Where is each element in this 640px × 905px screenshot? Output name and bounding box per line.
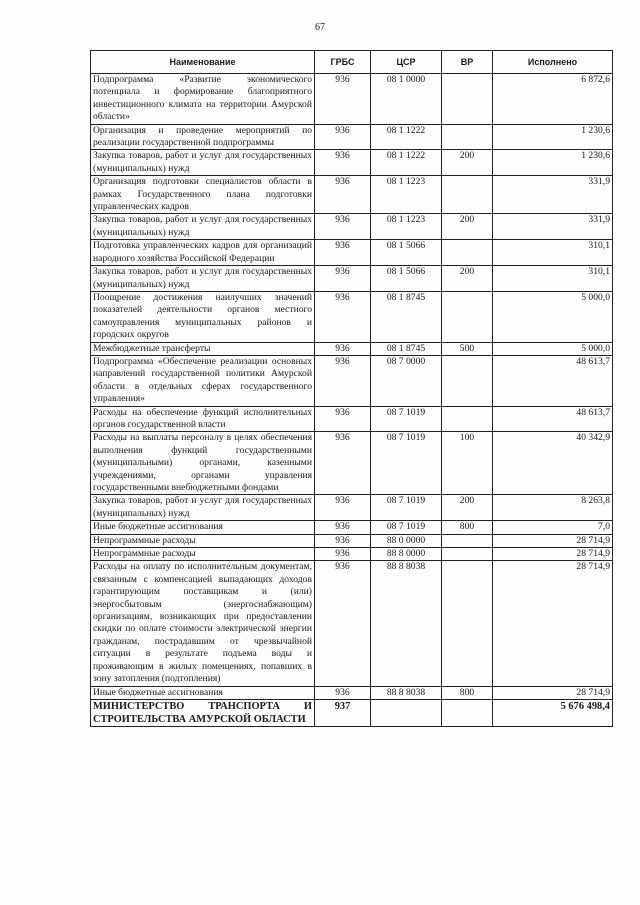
table-row <box>91 240 613 266</box>
cell-name: Расходы на выплаты персоналу в целях обеспечения выполнения функций государственными (муниципальными) органами, казенными учреждениями, органами управления государственными внебюджетными фондами <box>91 432 315 495</box>
cell-amount: 5 000,0 <box>493 342 613 355</box>
budget-table <box>90 50 613 727</box>
cell-vr <box>442 561 493 686</box>
cell-vr: 200 <box>442 150 493 176</box>
cell-amount: 331,9 <box>493 214 613 240</box>
cell-amount: 48 613,7 <box>493 406 613 432</box>
table-row <box>91 406 613 432</box>
cell-vr <box>442 548 493 561</box>
cell-name: Организация подготовки специалистов области в рамках Государственного плана подготовки управленческих кадров <box>91 176 315 214</box>
table-row <box>91 266 613 292</box>
cell-vr <box>442 74 493 125</box>
table-row <box>91 74 613 125</box>
cell-vr: 500 <box>442 342 493 355</box>
cell-name: Непрограммные расходы <box>91 534 315 547</box>
cell-csr: 08 7 1019 <box>371 521 442 534</box>
cell-grbs: 936 <box>315 150 371 176</box>
cell-grbs: 936 <box>315 291 371 342</box>
cell-amount: 1 230,6 <box>493 124 613 150</box>
cell-vr: 200 <box>442 495 493 521</box>
table-row <box>91 699 613 726</box>
cell-amount: 5 676 498,4 <box>493 699 613 726</box>
table-row <box>91 355 613 406</box>
cell-grbs: 936 <box>315 342 371 355</box>
header-csr: ЦСР <box>371 51 442 74</box>
cell-grbs: 936 <box>315 432 371 495</box>
cell-amount: 5 000,0 <box>493 291 613 342</box>
cell-grbs: 936 <box>315 266 371 292</box>
cell-amount: 310,1 <box>493 240 613 266</box>
cell-csr: 08 7 1019 <box>371 495 442 521</box>
cell-vr <box>442 355 493 406</box>
table-row <box>91 561 613 686</box>
cell-grbs: 936 <box>315 521 371 534</box>
table-row <box>91 150 613 176</box>
cell-csr: 88 8 8038 <box>371 686 442 699</box>
cell-grbs: 936 <box>315 534 371 547</box>
cell-csr: 08 1 5066 <box>371 240 442 266</box>
cell-vr <box>442 291 493 342</box>
cell-amount: 8 263,8 <box>493 495 613 521</box>
cell-csr: 08 1 1223 <box>371 214 442 240</box>
header-name: Наименование <box>91 51 315 74</box>
table-row <box>91 534 613 547</box>
cell-name: Иные бюджетные ассигнования <box>91 521 315 534</box>
cell-vr: 200 <box>442 266 493 292</box>
cell-csr: 08 1 1222 <box>371 150 442 176</box>
cell-grbs: 936 <box>315 686 371 699</box>
table-row <box>91 342 613 355</box>
cell-vr <box>442 406 493 432</box>
cell-csr: 08 1 8745 <box>371 291 442 342</box>
cell-amount: 310,1 <box>493 266 613 292</box>
cell-amount: 28 714,9 <box>493 534 613 547</box>
cell-csr: 88 8 8038 <box>371 561 442 686</box>
cell-vr <box>442 176 493 214</box>
cell-vr <box>442 240 493 266</box>
header-amount: Исполнено <box>493 51 613 74</box>
cell-grbs: 936 <box>315 561 371 686</box>
cell-name: Организация и проведение мероприятий по реализации государственной подпрограммы <box>91 124 315 150</box>
cell-name: Закупка товаров, работ и услуг для государственных (муниципальных) нужд <box>91 214 315 240</box>
cell-name: Подпрограмма «Обеспечение реализации основных направлений государственной политики Амурской области в отдельных сферах государственного управления» <box>91 355 315 406</box>
cell-name: Межбюджетные трансферты <box>91 342 315 355</box>
cell-grbs: 936 <box>315 74 371 125</box>
cell-amount: 7,0 <box>493 521 613 534</box>
cell-name: МИНИСТЕРСТВО ТРАНСПОРТА И СТРОИТЕЛЬСТВА АМУРСКОЙ ОБЛАСТИ <box>91 699 315 726</box>
cell-vr: 800 <box>442 521 493 534</box>
table-row <box>91 548 613 561</box>
cell-csr: 08 1 8745 <box>371 342 442 355</box>
cell-vr <box>442 534 493 547</box>
cell-name: Расходы на оплату по исполнительным документам, связанным с компенсацией выпадающих доходов гарантирующим поставщикам и (или) энергосбытовым (энергоснабжающим) организациям, возникающих при предоставлении скидки по оплате стоимости электрической энергии гражданам, пострадавшим от чрезвычайной ситуации в результате подъема воды и проживающим в жилых помещениях, попавших в зону затопления (подтопления) <box>91 561 315 686</box>
cell-csr: 08 1 5066 <box>371 266 442 292</box>
cell-name: Закупка товаров, работ и услуг для государственных (муниципальных) нужд <box>91 266 315 292</box>
table-row <box>91 495 613 521</box>
table-row <box>91 176 613 214</box>
cell-name: Расходы на обеспечение функций исполнительных органов государственной власти <box>91 406 315 432</box>
cell-vr <box>442 699 493 726</box>
cell-csr: 88 8 0000 <box>371 548 442 561</box>
cell-csr: 88 0 0000 <box>371 534 442 547</box>
table-row <box>91 432 613 495</box>
table-row <box>91 124 613 150</box>
cell-amount: 40 342,9 <box>493 432 613 495</box>
cell-csr: 08 7 0000 <box>371 355 442 406</box>
cell-name: Подпрограмма «Развитие экономического потенциала и формирование благоприятного инвестиционного климата на территории Амурской области» <box>91 74 315 125</box>
page-number: 67 <box>315 22 325 33</box>
cell-grbs: 936 <box>315 355 371 406</box>
table-row <box>91 291 613 342</box>
table-row <box>91 521 613 534</box>
header-vr: ВР <box>442 51 493 74</box>
header-grbs: ГРБС <box>315 51 371 74</box>
cell-grbs: 936 <box>315 124 371 150</box>
cell-amount: 331,9 <box>493 176 613 214</box>
table-body <box>91 74 613 727</box>
cell-csr: 08 1 1223 <box>371 176 442 214</box>
cell-name: Подготовка управленческих кадров для организаций народного хозяйства Российской Федерации <box>91 240 315 266</box>
cell-amount: 48 613,7 <box>493 355 613 406</box>
table-row <box>91 214 613 240</box>
cell-vr: 200 <box>442 214 493 240</box>
table-header-row <box>91 51 613 74</box>
cell-name: Иные бюджетные ассигнования <box>91 686 315 699</box>
cell-amount: 28 714,9 <box>493 561 613 686</box>
cell-csr: 08 7 1019 <box>371 406 442 432</box>
cell-grbs: 936 <box>315 495 371 521</box>
cell-grbs: 937 <box>315 699 371 726</box>
cell-name: Непрограммные расходы <box>91 548 315 561</box>
cell-amount: 1 230,6 <box>493 150 613 176</box>
cell-name: Закупка товаров, работ и услуг для государственных (муниципальных) нужд <box>91 495 315 521</box>
cell-csr: 08 7 1019 <box>371 432 442 495</box>
cell-csr <box>371 699 442 726</box>
cell-amount: 28 714,9 <box>493 548 613 561</box>
cell-csr: 08 1 0000 <box>371 74 442 125</box>
cell-grbs: 936 <box>315 548 371 561</box>
cell-name: Закупка товаров, работ и услуг для государственных (муниципальных) нужд <box>91 150 315 176</box>
cell-grbs: 936 <box>315 406 371 432</box>
cell-name: Поощрение достижения наилучших значений показателей деятельности органов местного самоуправления муниципальных районов и городских округов <box>91 291 315 342</box>
cell-grbs: 936 <box>315 176 371 214</box>
table-row <box>91 686 613 699</box>
cell-vr: 100 <box>442 432 493 495</box>
cell-csr: 08 1 1222 <box>371 124 442 150</box>
cell-amount: 28 714,9 <box>493 686 613 699</box>
cell-vr: 800 <box>442 686 493 699</box>
cell-vr <box>442 124 493 150</box>
cell-grbs: 936 <box>315 214 371 240</box>
cell-grbs: 936 <box>315 240 371 266</box>
cell-amount: 6 872,6 <box>493 74 613 125</box>
